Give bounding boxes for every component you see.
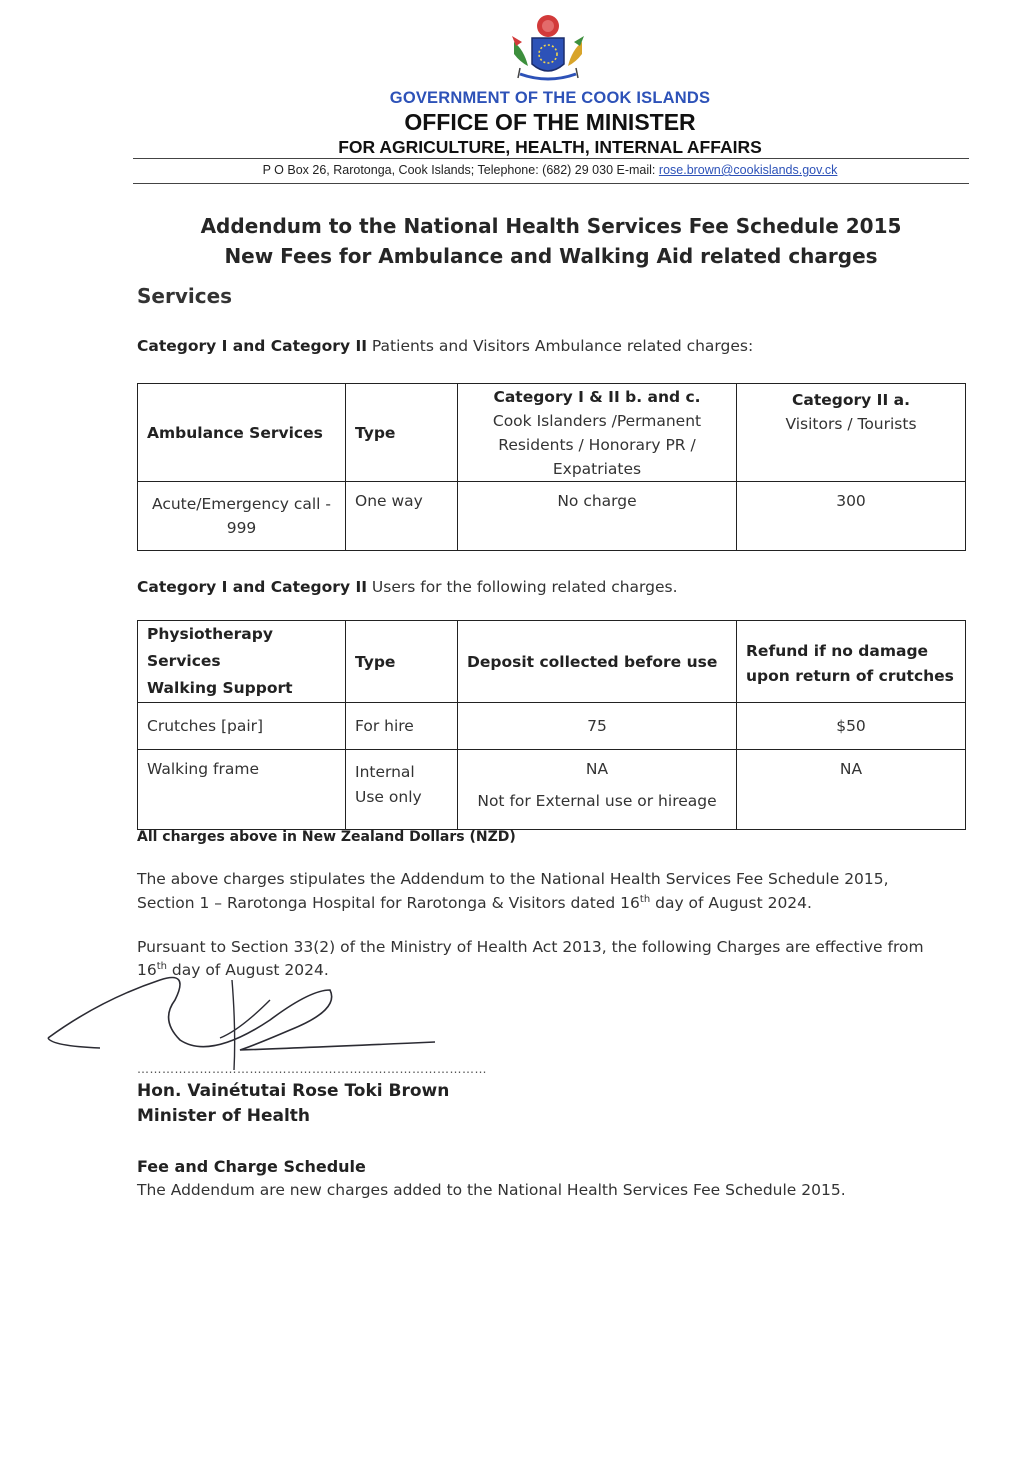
para2-sup: th — [156, 960, 167, 972]
category-1-line2: Cook Islanders /Permanent — [492, 411, 702, 430]
header-type: Type — [346, 384, 458, 482]
table-row — [138, 703, 966, 750]
deposit-value: NA — [585, 760, 609, 778]
header-deposit: Deposit collected before use — [458, 621, 737, 703]
header-physiotherapy — [138, 621, 346, 703]
cell-service — [138, 482, 346, 551]
table-row — [138, 482, 966, 551]
type-line1: Internal — [355, 763, 415, 781]
minister-title: Minister of Health — [137, 1106, 311, 1126]
coat-of-arms-icon — [500, 12, 596, 90]
walking-intro — [137, 578, 678, 596]
header-refund-line1: Refund if no damage — [746, 641, 929, 660]
minister-name: Hon. Vainétutai Rose Toki Brown — [137, 1081, 450, 1101]
cell-refund: $50 — [737, 703, 966, 750]
document-subtitle: New Fees for Ambulance and Walking Aid related charges — [224, 244, 878, 268]
para2-text-a: 16 — [137, 961, 157, 979]
fee-schedule-heading: Fee and Charge Schedule — [137, 1157, 366, 1176]
deposit-note: Not for External use or hireage — [477, 792, 717, 810]
cell-type: For hire — [346, 703, 458, 750]
cell-item: Crutches [pair] — [138, 703, 346, 750]
address-text: P O Box 26, Rarotonga, Cook Islands; Telephone: (682) 29 030 E-mail: — [262, 163, 656, 177]
cell-deposit: 75 — [458, 703, 737, 750]
header-refund — [737, 621, 966, 703]
service-line2: 999 — [226, 519, 257, 537]
category-2-line2: Visitors / Tourists — [785, 415, 917, 433]
letterhead-rule-bottom — [133, 183, 969, 184]
para1-sup: th — [639, 893, 651, 905]
ambulance-intro — [137, 337, 753, 355]
cell-category-1-fee: No charge — [458, 482, 737, 551]
category-1-title: Category I & II b. and c. — [493, 387, 701, 406]
portfolio-line: FOR AGRICULTURE, HEALTH, INTERNAL AFFAIRS — [338, 137, 762, 157]
government-name: GOVERNMENT OF THE COOK ISLANDS — [389, 89, 711, 107]
document-title: Addendum to the National Health Services Fee Schedule 2015 — [200, 214, 902, 238]
table-header-row — [138, 384, 966, 482]
paragraph-1-line2 — [137, 894, 812, 912]
cell-refund: NA — [737, 750, 966, 830]
email-link[interactable]: rose.brown@cookislands.gov.ck — [658, 163, 838, 177]
cell-item: Walking frame — [138, 750, 346, 830]
service-line1: Acute/Emergency call - — [151, 495, 331, 513]
para1-text-b: day of August 2024. — [650, 894, 812, 912]
fee-schedule-text: The Addendum are new charges added to the National Health Services Fee Schedule 2015. — [137, 1181, 846, 1199]
ambulance-intro-bold: Category I and Category II — [137, 337, 367, 355]
cell-deposit — [458, 750, 737, 830]
header-type: Type — [346, 621, 458, 703]
header-physio-line2: Walking Support — [147, 679, 293, 697]
office-name: OFFICE OF THE MINISTER — [404, 109, 696, 135]
para1-text-a: Section 1 – Rarotonga Hospital for Rarotonga & Visitors dated 16 — [137, 894, 640, 912]
header-refund-line2: upon return of crutches — [746, 666, 954, 685]
walking-intro-bold: Category I and Category II — [137, 578, 367, 596]
ambulance-fee-table — [137, 383, 966, 551]
type-line2: Use only — [355, 788, 422, 806]
category-2-title: Category II a. — [792, 391, 910, 409]
header-category-2 — [737, 384, 966, 482]
ambulance-intro-text: Patients and Visitors Ambulance related charges: — [366, 337, 754, 355]
walking-support-table — [137, 620, 966, 830]
currency-note: All charges above in New Zealand Dollars (NZD) — [137, 829, 516, 845]
paragraph-2-line1: Pursuant to Section 33(2) of the Ministry of Health Act 2013, the following Charges are effective from — [137, 938, 924, 956]
header-category-1 — [458, 384, 737, 482]
cell-type — [346, 750, 458, 830]
services-heading: Services — [137, 284, 233, 308]
header-ambulance-services: Ambulance Services — [138, 384, 346, 482]
para2-text-b: day of August 2024. — [167, 961, 329, 979]
paragraph-1-line1: The above charges stipulates the Addendum to the National Health Services Fee Schedule 2015, — [137, 870, 889, 888]
letterhead-rule-top — [133, 158, 969, 159]
cell-category-2-fee: 300 — [737, 482, 966, 551]
address-line — [0, 163, 1024, 177]
header-physio-line1: Physiotherapy Services — [147, 625, 273, 670]
table-row — [138, 750, 966, 830]
table-header-row — [138, 621, 966, 703]
category-1-line3: Residents / Honorary PR / — [498, 435, 696, 454]
category-1-line4: Expatriates — [552, 459, 642, 478]
walking-intro-text: Users for the following related charges. — [366, 578, 678, 596]
signature-line: ………………………………………………………………………… — [137, 1062, 487, 1076]
cell-type: One way — [346, 482, 458, 551]
